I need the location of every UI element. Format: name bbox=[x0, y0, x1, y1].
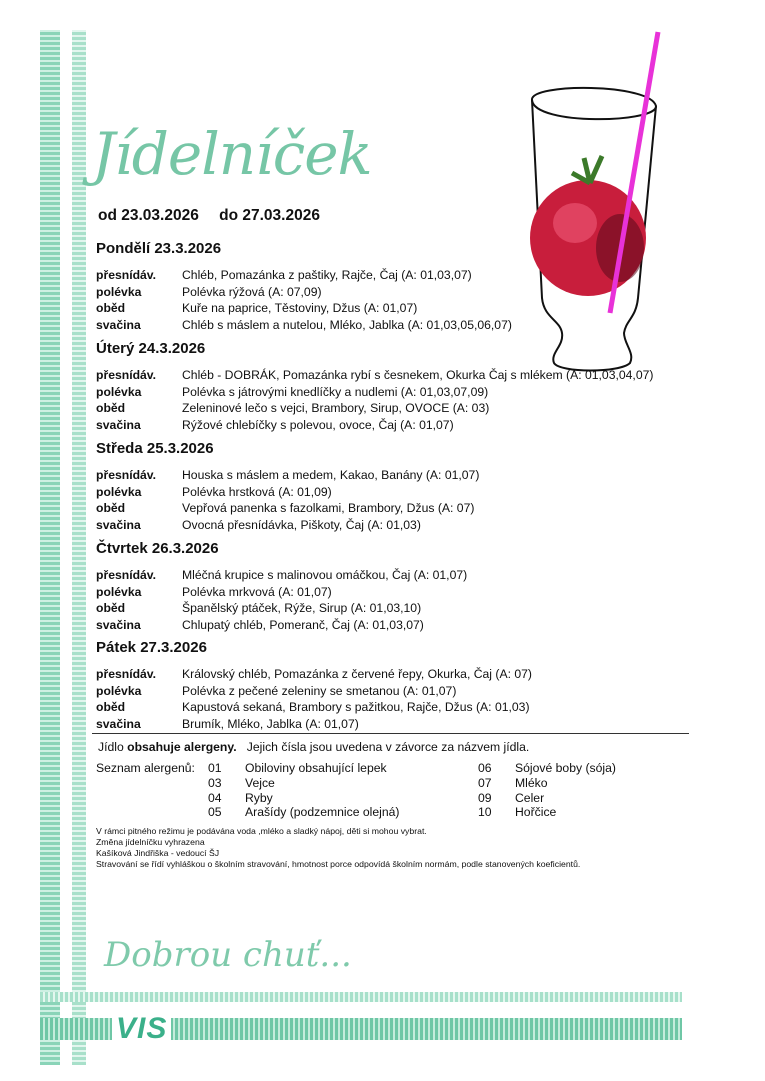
day-friday bbox=[96, 639, 696, 732]
meal-row-snack: svačina Ovocná přesnídávka, Piškoty, Čaj (A: 01,03) bbox=[96, 517, 421, 532]
meal-row-snack: svačina Brumík, Mléko, Jablka (A: 01,07) bbox=[96, 716, 359, 731]
meal-row-snack: svačina Chlupatý chléb, Pomeranč, Čaj (A: 01,03,07) bbox=[96, 617, 424, 632]
meal-row-lunch: oběd Zeleninové lečo s vejci, Brambory, Sirup, OVOCE (A: 03) bbox=[96, 401, 490, 415]
footer-note: Stravování se řídí vyhláškou o školním stravování, hmotnost porce odpovídá školním normám, podle stanovených koeficientů. bbox=[96, 859, 581, 869]
meal-row-lunch: oběd Kuře na paprice, Těstoviny, Džus (A: 01,07) bbox=[96, 301, 418, 315]
vis-logo: VIS bbox=[112, 1012, 171, 1046]
meal-row-lunch: oběd Vepřová panenka s fazolkami, Brambory, Džus (A: 07) bbox=[96, 501, 475, 515]
decorative-stripe-left bbox=[40, 30, 60, 1065]
goodbye-text: Dobrou chuť... bbox=[104, 935, 352, 975]
date-range bbox=[98, 207, 336, 225]
meal-row-soup: polévka Polévka z pečené zeleniny se smetanou (A: 01,07) bbox=[96, 683, 457, 698]
day-wednesday bbox=[96, 440, 696, 533]
page-title: Jídelníček bbox=[92, 120, 372, 188]
date-to: do 27.03.2026 bbox=[219, 207, 320, 224]
allergen-item: 07 Mléko bbox=[478, 775, 548, 790]
meal-row-breakfast: přesnídáv. Chléb - DOBRÁK, Pomazánka rybí s česnekem, Okurka Čaj s mlékem (A: 01,03,04,07) bbox=[96, 368, 654, 382]
allergen-list-label: Seznam alergenů: bbox=[96, 761, 195, 775]
day-title: Úterý 24.3.2026 bbox=[96, 340, 206, 357]
meal-row-lunch: oběd Kapustová sekaná, Brambory s pažitkou, Rajče, Džus (A: 01,03) bbox=[96, 700, 530, 714]
day-title: Středa 25.3.2026 bbox=[96, 440, 214, 457]
decorative-stripe-inner bbox=[72, 30, 86, 1065]
allergen-item: 04 Ryby bbox=[208, 790, 273, 805]
day-title: Pondělí 23.3.2026 bbox=[96, 240, 222, 257]
allergen-item: 10 Hořčice bbox=[478, 805, 557, 820]
divider bbox=[92, 733, 689, 734]
allergen-item: 05 Arašídy (podzemnice olejná) bbox=[208, 805, 400, 820]
allergen-note: Jídlo obsahuje alergeny. Jejich čísla jsou uvedena v závorce za názvem jídla. bbox=[98, 740, 530, 754]
footer-notes bbox=[96, 826, 580, 870]
day-thursday bbox=[96, 540, 696, 633]
allergen-item: 01 Obiloviny obsahující lepek bbox=[208, 761, 387, 775]
meal-row-soup: polévka Polévka rýžová (A: 07,09) bbox=[96, 284, 322, 299]
footer-note: Kašíková Jindřiška - vedoucí ŠJ bbox=[96, 848, 220, 858]
date-from: od 23.03.2026 bbox=[98, 207, 199, 224]
meal-row-snack: svačina Chléb s máslem a nutelou, Mléko, Jablka (A: 01,03,05,06,07) bbox=[96, 317, 512, 332]
meal-row-breakfast: přesnídáv. Mléčná krupice s malinovou omáčkou, Čaj (A: 01,07) bbox=[96, 568, 468, 582]
day-title: Čtvrtek 26.3.2026 bbox=[96, 540, 219, 557]
allergen-item: 03 Vejce bbox=[208, 775, 275, 790]
meal-row-soup: polévka Polévka s játrovými knedlíčky a nudlemi (A: 01,03,07,09) bbox=[96, 384, 489, 399]
meal-row-snack: svačina Rýžové chlebíčky s polevou, ovoce, Čaj (A: 01,07) bbox=[96, 417, 454, 432]
meal-row-soup: polévka Polévka hrstková (A: 01,09) bbox=[96, 484, 332, 499]
meal-row-lunch: oběd Španělský ptáček, Rýže, Sirup (A: 01,03,10) bbox=[96, 601, 422, 615]
meal-row-breakfast: přesnídáv. Královský chléb, Pomazánka z červené řepy, Okurka, Čaj (A: 07) bbox=[96, 667, 532, 681]
footer-note: Změna jídelníčku vyhrazena bbox=[96, 837, 205, 847]
allergen-list-left bbox=[208, 761, 399, 820]
decorative-stripe-bottom-thin bbox=[40, 992, 682, 1002]
footer-note: V rámci pitného režimu je podávána voda ,mléko a sladký nápoj, děti si mohou vybrat. bbox=[96, 826, 427, 836]
meal-row-breakfast: přesnídáv. Chléb, Pomazánka z paštiky, Rajče, Čaj (A: 01,03,07) bbox=[96, 268, 472, 282]
allergen-list-right bbox=[478, 761, 616, 820]
meal-row-breakfast: přesnídáv. Houska s máslem a medem, Kakao, Banány (A: 01,07) bbox=[96, 468, 480, 482]
day-title: Pátek 27.3.2026 bbox=[96, 639, 207, 656]
day-tuesday bbox=[96, 340, 696, 433]
allergen-item: 06 Sójové boby (sója) bbox=[478, 761, 616, 775]
meal-row-soup: polévka Polévka mrkvová (A: 01,07) bbox=[96, 584, 332, 599]
allergen-item: 09 Celer bbox=[478, 790, 545, 805]
day-monday bbox=[96, 240, 696, 333]
